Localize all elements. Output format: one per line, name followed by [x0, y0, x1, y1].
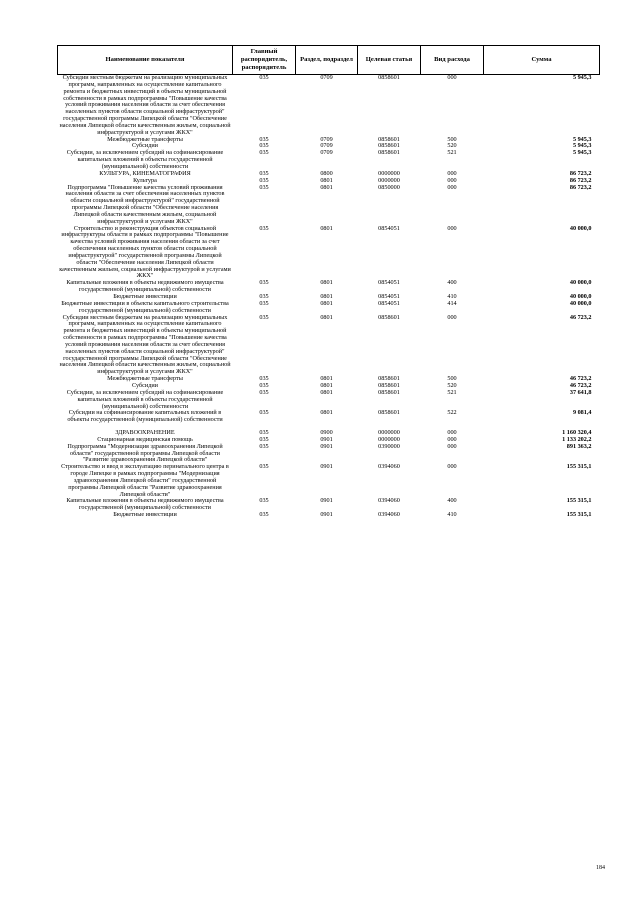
col-header-distributor: Главный распорядитель, распорядитель: [233, 46, 296, 75]
row-distributor-cell: 035: [259, 183, 269, 191]
row-sum-cell: 5 945,3: [572, 149, 592, 157]
row-name-cell: Культура: [133, 176, 157, 184]
row-sum-cell: 86 723,2: [569, 176, 592, 184]
row-section-cell: 0709: [320, 142, 333, 150]
row-target-item-cell: 0394060: [378, 497, 400, 505]
row-target-item-cell: 0854051: [378, 293, 400, 300]
row-distributor-cell: 035: [259, 381, 269, 389]
row-expense-type-cell: 000: [447, 224, 457, 232]
col-header-section: Раздел, подраздел: [296, 46, 358, 75]
table-row: [58, 424, 600, 437]
row-distributor-cell: 035: [259, 293, 269, 300]
row-sum-cell: 46 723,2: [569, 313, 592, 321]
row-section-cell: 0801: [320, 176, 333, 184]
row-expense-type-cell: 400: [447, 497, 457, 505]
row-target-item-cell: 0000000: [378, 169, 400, 177]
row-section-cell: 0709: [320, 149, 333, 157]
row-name-cell: Подпрограмма "Повышение качества условий проживания населения области за счет обеспечения населенных пунктов области социальной инфраструктурой" государственной программы Липецкой области "Обеспечение населения Липецкой области качественным жильем, социальной инфраструктурой и услугами ЖКХ": [65, 183, 225, 225]
row-section-cell: 0801: [320, 279, 333, 287]
row-section-cell: 0900: [320, 429, 333, 437]
row-name-cell: КУЛЬТУРА, КИНЕМАТОГРАФИЯ: [99, 169, 191, 177]
row-distributor-cell: 035: [259, 388, 269, 396]
row-target-item-cell: 0858601: [378, 149, 400, 157]
row-distributor-cell: 035: [259, 463, 269, 471]
row-target-item-cell: 0858601: [378, 313, 400, 321]
row-distributor-cell: 035: [259, 142, 269, 150]
row-target-item-cell: 0850000: [378, 183, 400, 191]
row-expense-type-cell: 000: [447, 435, 457, 443]
row-expense-type-cell: 000: [447, 429, 457, 437]
row-name-cell: Межбюджетные трансферты: [107, 135, 183, 143]
row-expense-type-cell: 000: [447, 313, 457, 321]
table-row: [58, 390, 600, 411]
row-sum-cell: 40 000,0: [569, 293, 592, 300]
row-name-cell: Стационарная медицинская помощь: [97, 435, 193, 443]
row-section-cell: 0709: [320, 74, 333, 81]
row-sum-cell: 5 945,3: [572, 74, 592, 81]
row-name-cell: Строительство и реконструкция объектов социальной инфраструктуры области в рамках подпрограммы "Повышение качества условий проживания населения области за счет обеспечения населенных пунктов области социальной инфраструктурой" государственной программы Липецкой области "Обеспечение населения Липецкой области качественным жильем, социальной инфраструктурой и услугами ЖКХ": [59, 224, 231, 280]
row-name-cell: Субсидии местным бюджетам на реализацию муниципальных программ, направленных на осуществление капитального ремонта и бюджетных инвестиций в объекты муниципальной собственности в рамках подпрограммы "Повышение качества условий проживания населения области за счет обеспечения населенных пунктов области социальной инфраструктурой" государственной программы Липецкой области "Обеспечение населения Липецкой области качественным жильем, социальной инфраструктурой и услугами ЖКХ": [59, 313, 231, 376]
row-sum-cell: 9 081,4: [572, 409, 592, 417]
row-sum-cell: 155 315,1: [566, 497, 592, 505]
row-expense-type-cell: 000: [447, 463, 457, 471]
row-expense-type-cell: 000: [447, 74, 457, 81]
row-section-cell: 0800: [320, 169, 333, 177]
row-section-cell: 0901: [320, 511, 333, 519]
table-row: [58, 315, 600, 377]
row-target-item-cell: 0394060: [378, 463, 400, 471]
row-name-cell: ЗДРАВООХРАНЕНИЕ: [115, 429, 175, 437]
row-target-item-cell: 0858601: [378, 74, 400, 81]
row-sum-cell: 40 000,0: [569, 299, 592, 307]
col-header-name: Наименование показателя: [58, 46, 233, 75]
row-name-cell: Субсидии, за исключением субсидий на софинансирование капитальных вложений в объекты государственной (муниципальной) собственности: [66, 149, 224, 170]
row-distributor-cell: 035: [259, 149, 269, 157]
row-target-item-cell: 0858601: [378, 409, 400, 417]
row-expense-type-cell: 000: [447, 183, 457, 191]
row-name-cell: Капитальные вложения в объекты недвижимого имущества государственной (муниципальной) собственности: [66, 497, 224, 512]
row-expense-type-cell: 500: [447, 375, 457, 383]
table-body: [58, 75, 600, 520]
row-target-item-cell: 0858601: [378, 135, 400, 143]
row-section-cell: 0801: [320, 224, 333, 232]
row-name-cell: Субсидии на софинансирование капитальных вложений в объекты государственной (муниципальной) собственности: [67, 409, 223, 424]
row-sum-cell: 891 363,2: [566, 442, 592, 450]
row-distributor-cell: 035: [259, 435, 269, 443]
row-name-cell: Бюджетные инвестиции в объекты капитального строительства государственной (муниципальной) собственности: [61, 299, 229, 314]
row-sum-cell: 5 945,3: [572, 135, 592, 143]
row-target-item-cell: 0858601: [378, 381, 400, 389]
row-sum-cell: 46 723,2: [569, 375, 592, 383]
row-sum-cell: 5 945,3: [572, 142, 592, 150]
row-expense-type-cell: 521: [447, 388, 457, 396]
table-row: [58, 444, 600, 465]
table-header-row: [58, 46, 600, 75]
row-section-cell: 0901: [320, 435, 333, 443]
row-expense-type-cell: 000: [447, 442, 457, 450]
row-sum-cell: 46 723,2: [569, 381, 592, 389]
col-header-sum: Сумма: [484, 46, 600, 75]
row-target-item-cell: 0858601: [378, 388, 400, 396]
row-section-cell: 0901: [320, 463, 333, 471]
row-target-item-cell: 0390000: [378, 442, 400, 450]
row-name-cell: Межбюджетные трансферты: [107, 375, 183, 383]
row-distributor-cell: 035: [259, 169, 269, 177]
table-row: [58, 185, 600, 226]
row-target-item-cell: 0854051: [378, 279, 400, 287]
row-sum-cell: 86 723,2: [569, 183, 592, 191]
row-distributor-cell: 035: [259, 375, 269, 383]
page-number: 184: [596, 865, 605, 871]
table-row: [58, 464, 600, 498]
row-expense-type-cell: 410: [447, 511, 457, 519]
row-section-cell: 0801: [320, 375, 333, 383]
row-sum-cell: 40 000,0: [569, 224, 592, 232]
row-expense-type-cell: 522: [447, 409, 457, 417]
row-section-cell: 0801: [320, 388, 333, 396]
row-name-cell: Бюджетные инвестиции: [113, 293, 177, 300]
row-expense-type-cell: 000: [447, 169, 457, 177]
table-row: [58, 498, 600, 512]
row-distributor-cell: 035: [259, 176, 269, 184]
table-row: [58, 410, 600, 424]
row-expense-type-cell: 521: [447, 149, 457, 157]
row-name-cell: Субсидии: [132, 142, 158, 150]
row-distributor-cell: 035: [259, 299, 269, 307]
row-name-cell: Подпрограмма "Модернизация здравоохранения Липецкой области" государственной программы Липецкой области "Развитие здравоохранения Липецкой области": [67, 442, 223, 464]
row-distributor-cell: 035: [259, 224, 269, 232]
row-expense-type-cell: 414: [447, 299, 457, 307]
row-section-cell: 0901: [320, 442, 333, 450]
row-section-cell: 0801: [320, 409, 333, 417]
row-section-cell: 0801: [320, 183, 333, 191]
row-section-cell: 0801: [320, 293, 333, 300]
row-expense-type-cell: 410: [447, 293, 457, 300]
table-row: [58, 75, 600, 137]
row-sum-cell: 86 723,2: [569, 169, 592, 177]
row-name-cell: Субсидии местным бюджетам на реализацию муниципальных программ, направленных на осуществление капитального ремонта и бюджетных инвестиций в объекты муниципальной собственности в рамках подпрограммы "Повышение качества условий проживания населения области за счет обеспечения населенных пунктов области социальной инфраструктурой" государственной программы Липецкой области "Обеспечение населения Липецкой области качественным жильем, социальной инфраструктурой и услугами ЖКХ": [59, 74, 231, 136]
row-target-item-cell: 0858601: [378, 142, 400, 150]
row-section-cell: 0801: [320, 381, 333, 389]
col-header-expense-type: Вид расхода: [421, 46, 484, 75]
row-sum-cell: 37 641,8: [569, 388, 592, 396]
row-distributor-cell: 035: [259, 74, 269, 81]
row-expense-type-cell: 520: [447, 381, 457, 389]
row-distributor-cell: 035: [259, 429, 269, 437]
table-row: [58, 512, 600, 519]
row-name-cell: Субсидии, за исключением субсидий на софинансирование капитальных вложений в объекты государственной (муниципальной) собственности: [66, 388, 224, 410]
row-name-cell: Капитальные вложения в объекты недвижимого имущества государственной (муниципальной) собственности: [66, 279, 224, 294]
table-row: [58, 280, 600, 294]
row-expense-type-cell: 400: [447, 279, 457, 287]
row-name-cell: Бюджетные инвестиции: [113, 511, 177, 519]
row-sum-cell: 155 315,1: [566, 511, 592, 519]
row-distributor-cell: 035: [259, 442, 269, 450]
row-distributor-cell: 035: [259, 135, 269, 143]
row-name-cell: Субсидии: [132, 381, 158, 389]
table-row: [58, 150, 600, 171]
row-section-cell: 0801: [320, 299, 333, 307]
row-target-item-cell: 0858601: [378, 375, 400, 383]
row-expense-type-cell: 520: [447, 142, 457, 150]
row-target-item-cell: 0854051: [378, 224, 400, 232]
row-target-item-cell: 0000000: [378, 435, 400, 443]
row-distributor-cell: 035: [259, 511, 269, 519]
table-row: [58, 226, 600, 281]
row-target-item-cell: 0854051: [378, 299, 400, 307]
row-target-item-cell: 0000000: [378, 176, 400, 184]
row-section-cell: 0709: [320, 135, 333, 143]
row-sum-cell: 40 000,0: [569, 279, 592, 287]
row-expense-type-cell: 000: [447, 176, 457, 184]
row-sum-cell: 1 133 202,2: [562, 435, 592, 443]
col-header-target-item: Целевая статья: [358, 46, 421, 75]
row-section-cell: 0901: [320, 497, 333, 505]
row-distributor-cell: 035: [259, 497, 269, 505]
row-sum-cell: 155 315,1: [566, 463, 592, 471]
row-target-item-cell: 0394060: [378, 511, 400, 519]
row-distributor-cell: 035: [259, 409, 269, 417]
row-distributor-cell: 035: [259, 279, 269, 287]
row-target-item-cell: 0000000: [378, 429, 400, 437]
row-name-cell: Строительство и ввод в эксплуатацию перинатального центра в городе Липецке в рамках подпрограммы "Модернизация здравоохранения Липецкой области" государственной программы Липецкой области "Развитие здравоохранения Липецкой области": [61, 463, 229, 498]
row-expense-type-cell: 500: [447, 135, 457, 143]
budget-table: [57, 45, 600, 519]
row-distributor-cell: 035: [259, 313, 269, 321]
row-section-cell: 0801: [320, 313, 333, 321]
row-sum-cell: 1 160 320,4: [562, 429, 592, 437]
table-row: [58, 301, 600, 315]
